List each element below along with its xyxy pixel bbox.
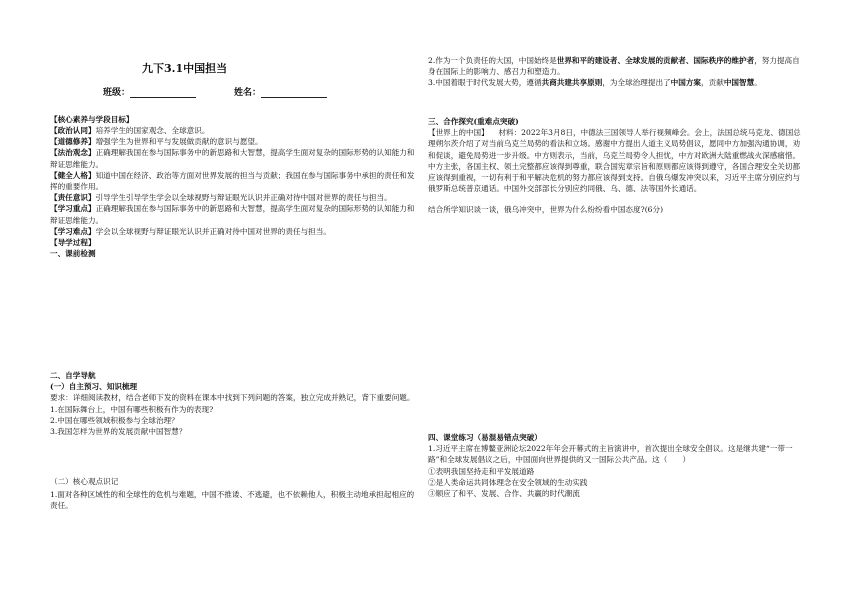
goal-item: 【责任意识】引导学生引导学生学会以全球视野与辩证眼光认识并正确对待中国对世界的责任与担当。 [50,193,392,203]
subsection-preview: (一）自主预习、知识梳理 [50,382,138,392]
goal-item: 【道德修养】增强学生为世界和平与发展做贡献的意识与愿望。 [50,137,263,147]
requirement-text: 要求：详细阅读教材，结合老师下发的资料在课本中找到下列问题的答案，独立完成并熟记，背下重要问题。 [50,393,415,403]
core-point-2: 2.作为一个负责任的大国，中国始终是世界和平的建设者、全球发展的贡献者、国际秩序的维护者，努力提高自身在国际上的影响力、感召力和塑造力。 [428,56,800,77]
subsection-core-points: （二）核心观点识记 [50,477,119,486]
section-pretest: 一、课前检测 [50,249,96,259]
option-1: ①表明我国坚持走和平发展道路 [428,466,535,476]
class-blank[interactable] [130,88,196,98]
goals-list [50,125,420,259]
option-3: ③顺应了和平、发展、合作、共赢的时代潮流 [428,489,580,499]
section-cooperation: 三、合作探究(重难点突破) [428,117,519,126]
goal-item: 【法治观念】正确理解我国在参与国际事务中的新思路和大智慧，提高学生面对复杂的国际形势的认知能力和辩证思维能力。 [50,148,415,169]
goal-item: 【政治认同】培养学生的国家观念、全球意识。 [50,126,210,135]
self-study-section [50,370,420,437]
goal-item: 【学习重点】正确理解我国在参与国际事务中的新思路和大智慧，提高学生面对复杂的国际形势的认知能力和辩证思维能力。 [50,204,415,225]
core-point-3: 3.中国着眼于时代发展大势，遵循共商共建共享原则，为全球治理提出了中国方案，贡献中国智慧。 [428,78,762,88]
goals-heading: 【核心素养与学段目标】 [50,115,134,124]
material-text: 【世界上的中国】 材料：2022年3月8日，中德法三国领导人举行视频峰会。会上，法国总统马克龙、德国总理朔尔茨介绍了对当前乌克兰局势的看法和立场。感谢中方提出人道主义局势倡议，愿同中方加强沟通协调，劝和促谈，避免局势进一步升级。中方则表示，当前，乌克兰局势令人担忧，中方对欧洲大陆重燃战火深感痛惜。中方主张，各国主权、领土完整都应该得到尊重，联合国宪章宗旨和原则都应该得到遵守，各国合理安全关切都应该得到重视，一切有利于和平解决危机的努力都应该得到支持。自俄乌爆发冲突以来，习近平主席分别应约与俄罗斯总统普京通话。中国外交部部长分别应约同俄、乌、德、法等国外长通话。 [428,128,801,194]
section-practice: 四、课堂练习（易混易错点突破） [428,433,542,442]
name-label: 姓名： [234,88,262,98]
section-self-study: 二、自学导航 [50,371,96,380]
question-3: 3.我国怎样为世界的发展贡献中国智慧？ [50,427,187,437]
task-question: 结合所学知识谈一谈，俄乌冲突中，世界为什么纷纷看中国态度?(6分) [428,205,664,215]
core-point-1: 1.面对各种区域性的和全球性的危机与难题，中国不推诿、不逃避，也不依赖他人，积极主动地承担起相应的责任。 [50,490,415,511]
name-blank[interactable] [261,88,327,98]
question-1: 1.在国际舞台上，中国有哪些积极有作为的表现? [50,404,214,414]
exercise-1: 1.习近平主席在博鳌亚洲论坛2022年年会开幕式的主旨演讲中，首次提出全球安全倡议。这是继共建“一带一路”和全球发展倡议之后，中国面向世界提供的又一国际公共产品。这（ ） [428,444,793,465]
page-title: 九下3.1中国担当 [142,62,228,75]
core-points-continued [428,55,803,89]
goal-item: 【健全人格】知道中国在经济、政治等方面对世界发展的担当与贡献；我国在参与国际事务中承担的责任和发挥的重要作用。 [50,170,415,192]
cooperation-section [428,116,803,216]
student-info-row [103,85,327,98]
question-2: 2.中国在哪些领域积极参与全球治理？ [50,415,179,425]
core-points-section [50,476,420,512]
goal-item: 【学习难点】学会以全球视野与辩证眼光认识并正确对待中国对世界的责任与担当。 [50,226,331,236]
class-label: 班级： [103,88,131,98]
option-2: ②是人类命运共同体理念在安全领域的生动实践 [428,477,588,487]
practice-section [428,432,803,499]
process-heading: 【导学过程】 [50,238,96,248]
